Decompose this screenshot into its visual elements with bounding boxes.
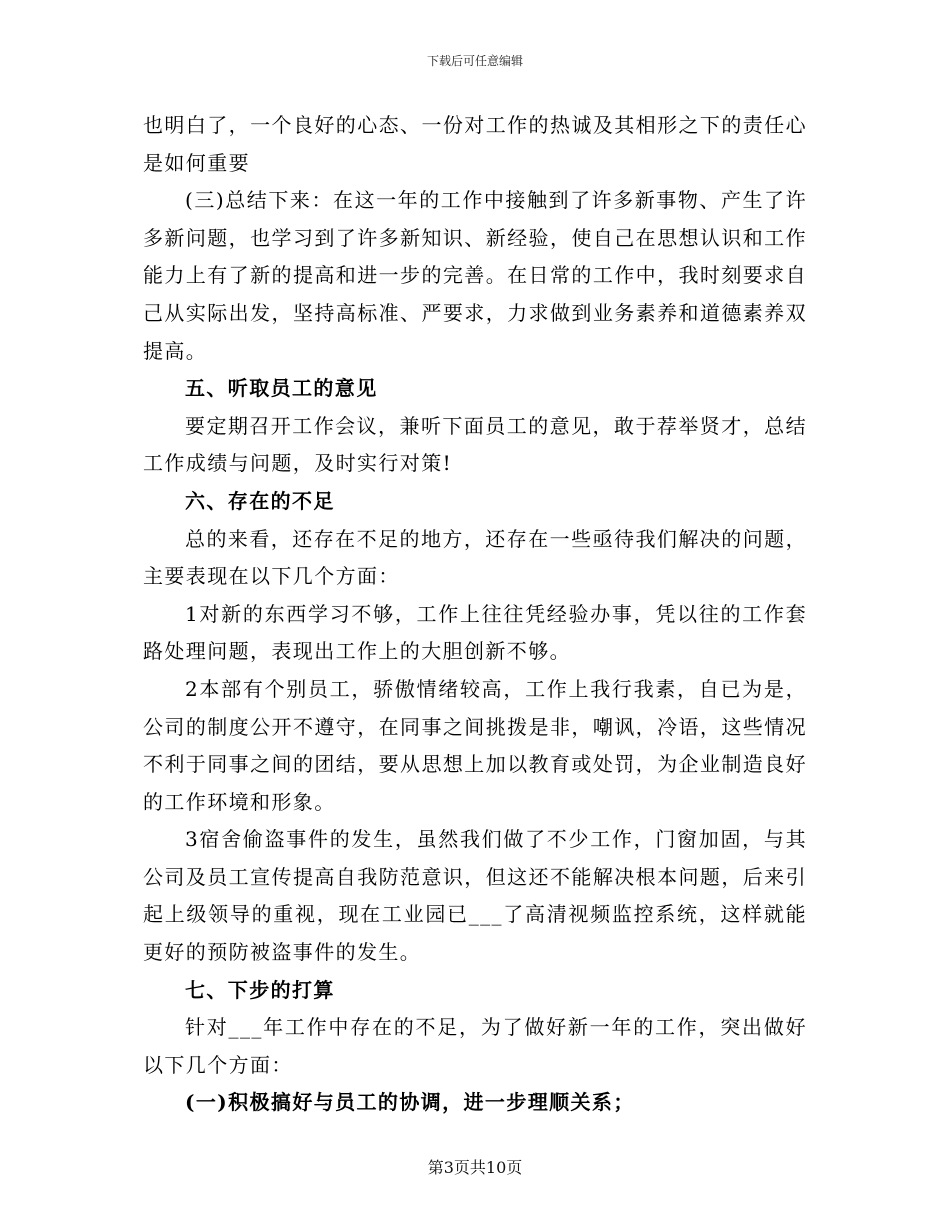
paragraph-shortcomings-intro: 总的来看，还存在不足的地方，还存在一些亟待我们解决的问题，主要表现在以下几个方面：: [143, 526, 807, 589]
document-body: [143, 107, 807, 1122]
paragraph-meetings: 要定期召开工作会议，兼听下面员工的意见，敢于荐举贤才，总结工作成绩与问题，及时实行对策!: [143, 413, 807, 476]
paragraph-item-2: 2本部有个别员工，骄傲情绪较高，工作上我行我素，自已为是，公司的制度公开不遵守，在同事之间挑拨是非，嘲讽，冷语，这些情况不利于同事之间的团结，要从思想上加以教育或处罚，为企业制造良好的工作环境和形象。: [143, 676, 807, 814]
paragraph-continuation: 也明白了，一个良好的心态、一份对工作的热诚及其相形之下的责任心是如何重要: [143, 113, 807, 175]
subheading-plan-one: (一)积极搞好与员工的协调，进一步理顺关系；: [185, 1090, 635, 1115]
page-number: 第3页共10页: [427, 1158, 523, 1177]
page-header-note: 下载后可任意编辑: [426, 54, 523, 68]
paragraph-summary: (三)总结下来：在这一年的工作中接触到了许多新事物、产生了许多新问题，也学习到了许多新知识、新经验，使自己在思想认识和工作能力上有了新的提高和进一步的完善。在日常的工作中，我时刻要求自己从实际出发，坚持高标准、严要求，力求做到业务素养和道德素养双提高。: [143, 188, 807, 363]
paragraph-item-1: 1对新的东西学习不够，工作上往往凭经验办事，凭以往的工作套路处理问题，表现出工作上的大胆创新不够。: [143, 601, 807, 664]
section-heading-six: 六、存在的不足: [185, 488, 335, 513]
section-heading-seven: 七、下步的打算: [185, 977, 335, 1002]
paragraph-item-3: 3宿舍偷盗事件的发生，虽然我们做了不少工作，门窗加固，与其公司及员工宣传提高自我防范意识，但这还不能解决根本问题，后来引起上级领导的重视，现在工业园已___了高清视频监控系统，这样就能更好的预防被盗事件的发生。: [143, 827, 807, 965]
section-heading-five: 五、听取员工的意见: [185, 376, 378, 401]
paragraph-plan-intro: 针对___年工作中存在的不足，为了做好新一年的工作，突出做好以下几个方面：: [143, 1015, 807, 1077]
